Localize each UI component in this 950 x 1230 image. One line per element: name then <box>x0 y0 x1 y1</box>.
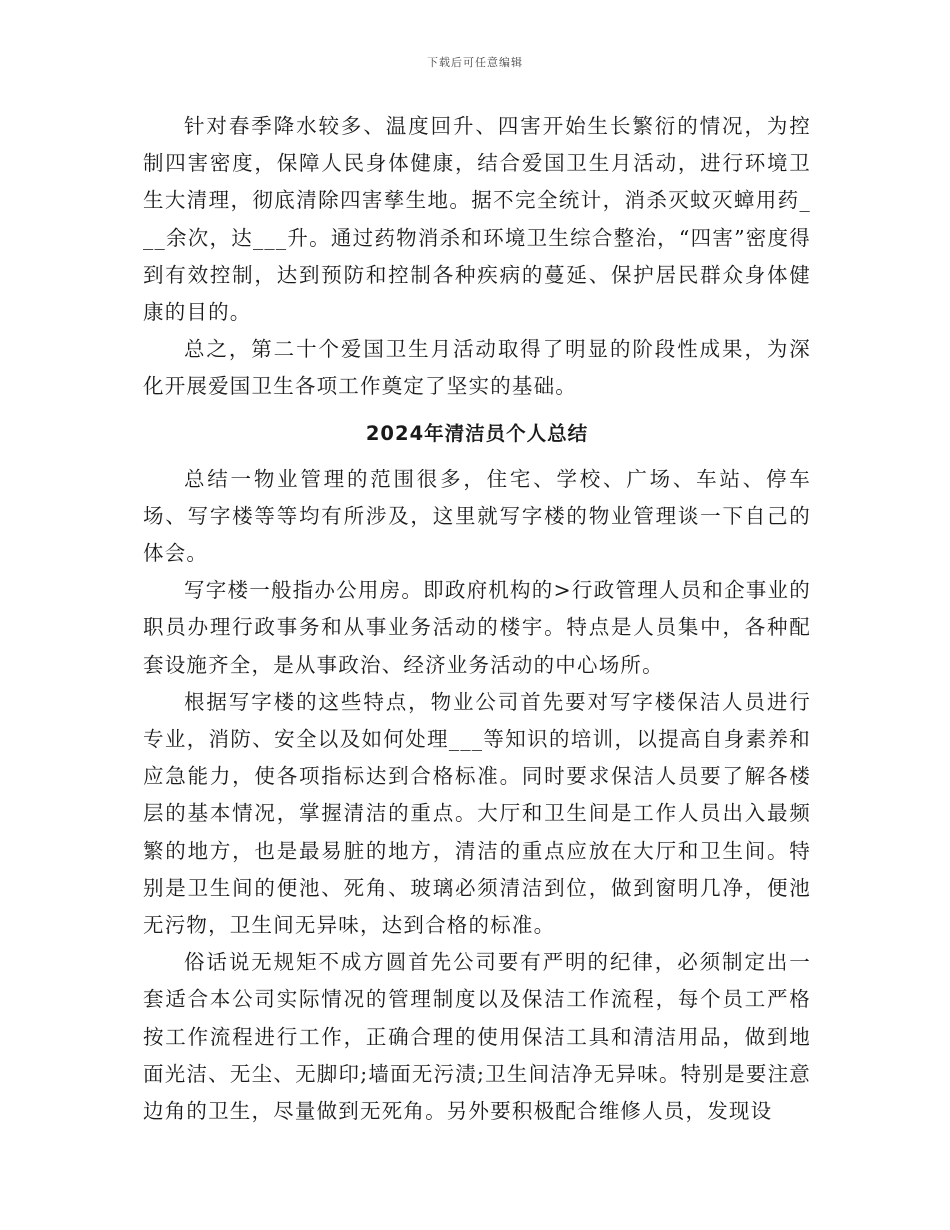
paragraph-office-building: 写字楼一般指办公用房。即政府机构的>行政管理人员和企事业的职员办理行政事务和从事业务活动的楼宇。特点是人员集中，各种配套设施齐全，是从事政治、经济业务活动的中心场所。 <box>143 578 811 677</box>
paragraph-intro: 总结一物业管理的范围很多，住宅、学校、广场、车站、停车场、写字楼等等均有所涉及，这里就写字楼的物业管理谈一下自己的体会。 <box>143 466 811 566</box>
paragraph-rules: 俗话说无规矩不成方圆首先公司要有严明的纪律，必须制定出一套适合本公司实际情况的管理制度以及保洁工作流程，每个员工严格按工作流程进行工作，正确合理的使用保洁工具和清洁用品，做到地面光洁、无尘、无脚印;墙面无污渍;卫生间洁净无异味。特别是要注意边角的卫生，尽量做到无死角。另外要积极配合维修人员，发现设 <box>143 950 811 1124</box>
paragraph-pest-control: 针对春季降水较多、温度回升、四害开始生长繁衍的情况，为控制四害密度，保障人民身体健康，结合爱国卫生月活动，进行环境卫生大清理，彻底清除四害孳生地。据不完全统计，消杀灭蚊灭蟑用药___余次，达___升。通过药物消杀和环境卫生综合整治，“四害”密度得到有效控制，达到预防和控制各种疾病的蔓延、保护居民群众身体健康的目的。 <box>143 114 811 325</box>
paragraph-training: 根据写字楼的这些特点，物业公司首先要对写字楼保洁人员进行专业，消防、安全以及如何处理___等知识的培训，以提高自身素养和应急能力，使各项指标达到合格标准。同时要求保洁人员要了解各楼层的基本情况，掌握清洁的重点。大厅和卫生间是工作人员出入最频繁的地方，也是最易脏的地方，清洁的重点应放在大厅和卫生间。特别是卫生间的便池、死角、玻璃必须清洁到位，做到窗明几净，便池无污物，卫生间无异味，达到合格的标准。 <box>143 689 811 938</box>
download-note: 下载后可任意编辑 <box>427 56 523 69</box>
section-title: 2024年清洁员个人总结 <box>365 421 589 445</box>
document-body <box>143 108 811 1130</box>
paragraph-conclusion: 总之，第二十个爱国卫生月活动取得了明显的阶段性成果，为深化开展爱国卫生各项工作奠定了坚实的基础。 <box>143 337 811 399</box>
